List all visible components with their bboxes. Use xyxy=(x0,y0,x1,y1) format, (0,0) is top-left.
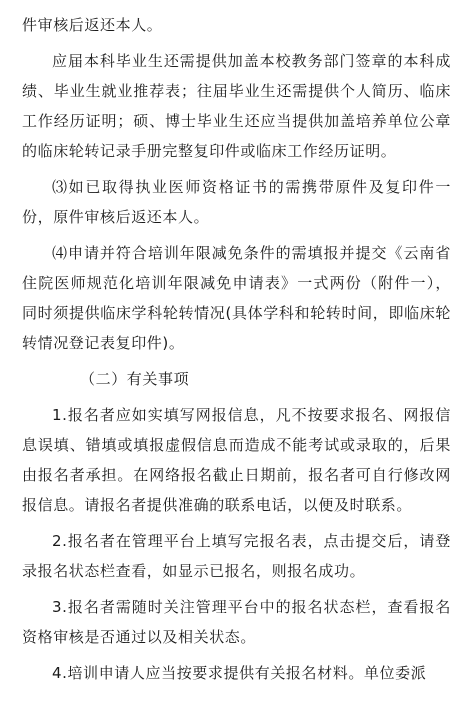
section-heading: （二）有关事项 xyxy=(80,370,190,388)
paragraph-point-3: 3.报名者需随时关注管理平台中的报名状态栏，查看报名资格审核是否通过以及相关状态。 xyxy=(22,598,451,646)
paragraph-point-4: 4.培训申请人应当按要求提供有关报名材料。单位委派 xyxy=(52,664,427,682)
paragraph-point-1: 1.报名者应如实填写网报信息，凡不按要求报名、网报信息误填、错填或填报虚假信息而造成不能考试或录取的，后果由报名者承担。在网络报名截止日期前，报名者可自行修改网报信息。请报名者提供准确的联系电话，以便及时联系。 xyxy=(22,406,451,514)
paragraph-item-3: ⑶如已取得执业医师资格证书的需携带原件及复印件一份，原件审核后返还本人。 xyxy=(22,178,451,226)
paragraph-item-4: ⑷申请并符合培训年限减免条件的需填报并提交《云南省住院医师规范化培训年限减免申请表》一式两份（附件一），同时须提供临床学科轮转情况(具体学科和轮转时间，即临床轮转情况登记表复印件)。 xyxy=(22,244,451,352)
paragraph-continuation: 件审核后返还本人。 xyxy=(22,16,163,34)
paragraph-graduate-requirements: 应届本科毕业生还需提供加盖本校教务部门签章的本科成绩、毕业生就业推荐表；往届毕业生还需提供个人简历、临床工作经历证明；硕、博士毕业生还应当提供加盖培养单位公章的临床轮转记录手册完整复印件或临床工作经历证明。 xyxy=(22,52,451,160)
paragraph-point-2: 2.报名者在管理平台上填写完报名表，点击提交后，请登录报名状态栏查看，如显示已报名，则报名成功。 xyxy=(22,532,451,580)
